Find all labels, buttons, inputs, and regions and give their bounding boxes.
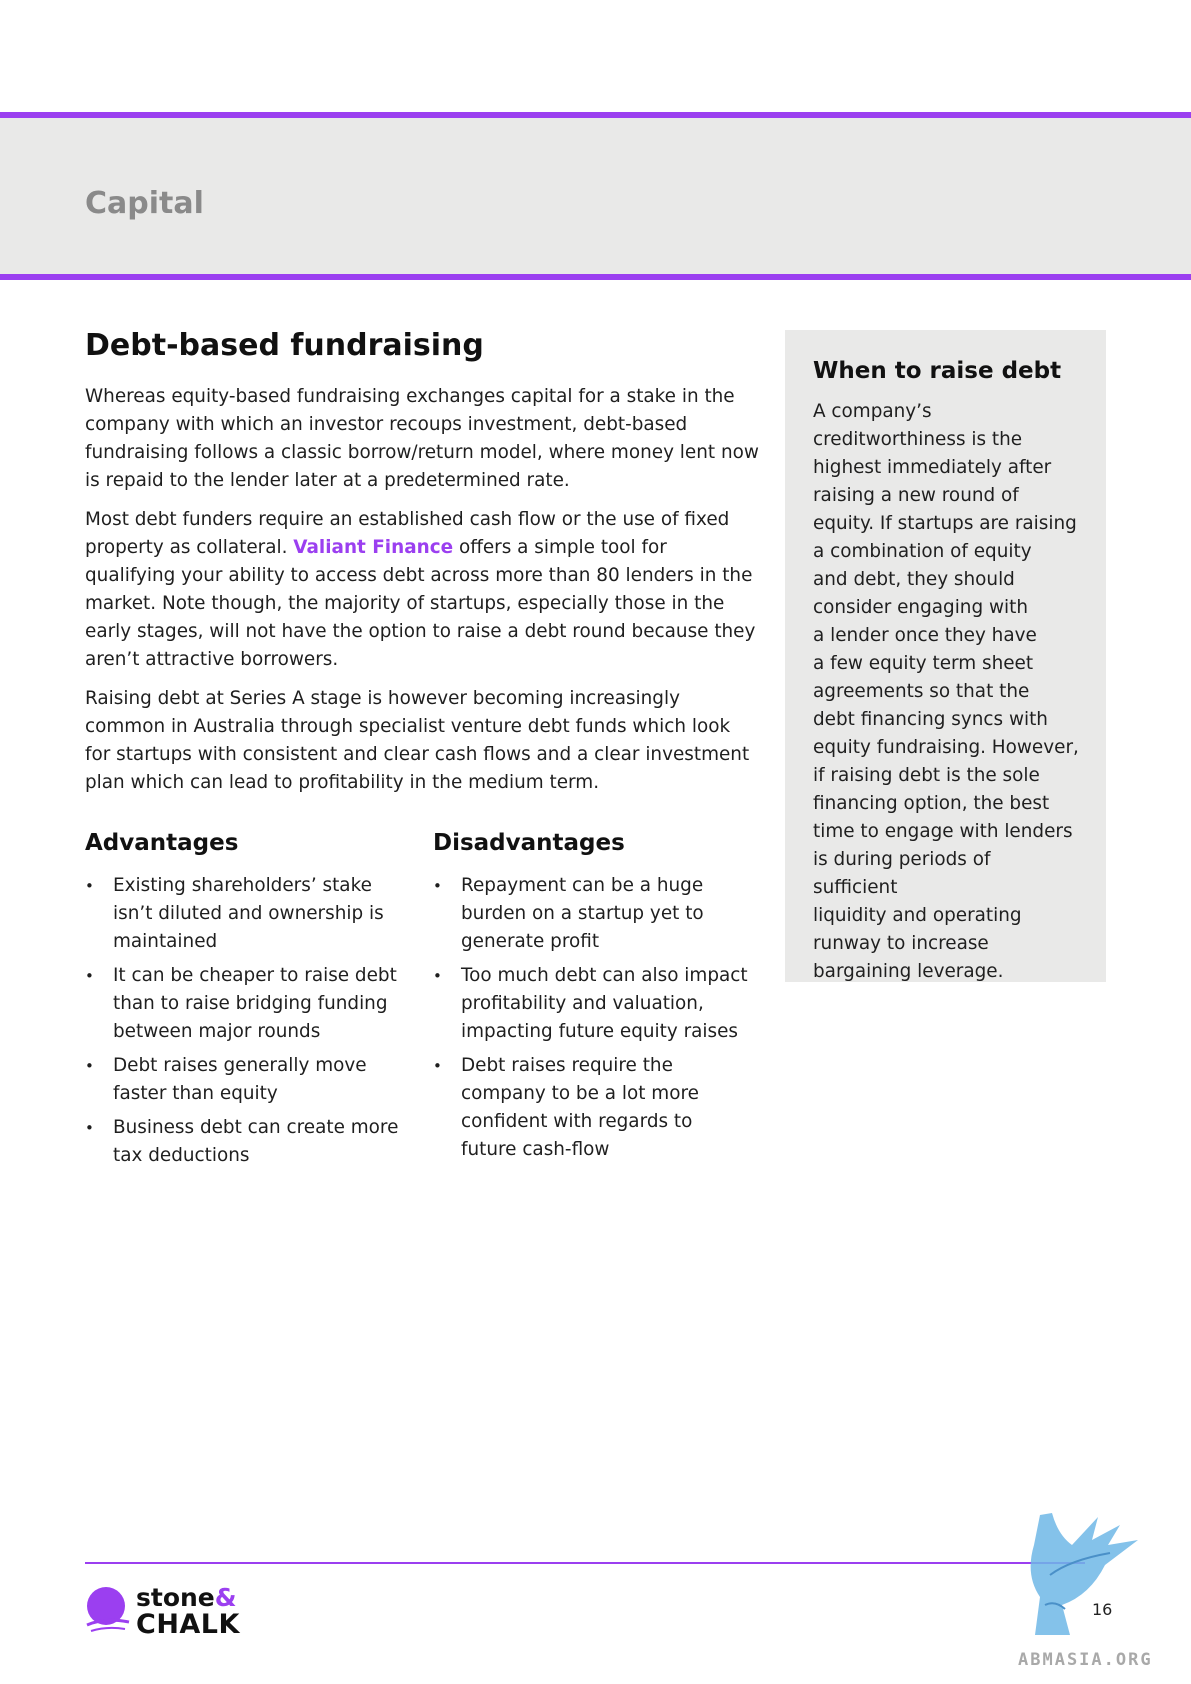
logo-ampersand: & [214,1583,237,1612]
list-item: • Existing shareholders’ stake isn’t diluted and ownership is maintained [85,872,405,956]
list-item: • Repayment can be a huge burden on a startup yet to generate profit [433,872,753,956]
advantages-column [85,830,405,1176]
footer-divider [85,1562,1085,1564]
main-content [85,328,761,808]
series-a-paragraph: Raising debt at Series A stage is however becoming increasingly common in Australia through specialist venture debt funds which look for startups with consistent and clear cash flows and a clear investment plan which can lead to profitability in the medium term. [85,688,750,793]
list-item: • Debt raises generally move faster than equity [85,1052,405,1108]
sidebar-heading: When to raise debt [813,358,1062,384]
valiant-finance-link[interactable]: Valiant Finance [293,537,454,558]
logo-mark-icon [85,1586,131,1636]
list-item: • It can be cheaper to raise debt than to raise bridging funding between major rounds [85,962,405,1046]
intro-paragraph: Whereas equity-based fundraising exchanges capital for a stake in the company with which an investor recoups investment, debt-based fundraising follows a classic borrow/return model, where money lent now is repaid to the lender later at a predetermined rate. [85,386,759,491]
page-number: 16 [1092,1600,1113,1619]
list-item: • Debt raises require the company to be a lot more confident with regards to future cash-flow [433,1052,753,1164]
section-title: Capital [85,186,204,221]
page-heading: Debt-based fundraising [85,328,484,363]
section-header-band [0,112,1191,280]
watermark-text: ABMASIA.ORG [1018,1650,1153,1670]
watermark-griffin-icon [1010,1505,1150,1645]
list-item: • Business debt can create more tax deductions [85,1114,405,1170]
disadvantages-column [433,830,753,1170]
sidebar-body: A company’s creditworthiness is the highest immediately after raising a new round of equity. If startups are raising a combination of equity and debt, they should consider engaging with a lender once they have a few equity term sheet agreements so that the debt financing syncs with equity fundraising. However, if raising debt is the sole financing option, the best time to engage with lenders is during periods of sufficient liquidity and operating runway to increase bargaining leverage. [813,401,1079,982]
disadvantages-list [433,872,753,1164]
sidebar-box [785,330,1106,982]
list-item: • Too much debt can also impact profitability and valuation, impacting future equity raises [433,962,753,1046]
disadvantages-heading: Disadvantages [433,830,625,856]
stone-chalk-logo [85,1583,245,1640]
collateral-text-before: Most debt funders require an established cash flow or the use of fixed property as collateral. [85,509,730,558]
advantages-list [85,872,405,1170]
collateral-text-after: offers a simple tool for qualifying your ability to access debt across more than 80 lenders in the market. Note though, the majority of startups, especially those in the early stages, will not have the option to raise a debt round because they aren’t attractive borrowers. [85,537,756,670]
logo-word-chalk: CHALK [136,1609,240,1640]
logo-word-stone: stone [136,1583,215,1612]
collateral-paragraph [85,506,761,674]
advantages-heading: Advantages [85,830,239,856]
